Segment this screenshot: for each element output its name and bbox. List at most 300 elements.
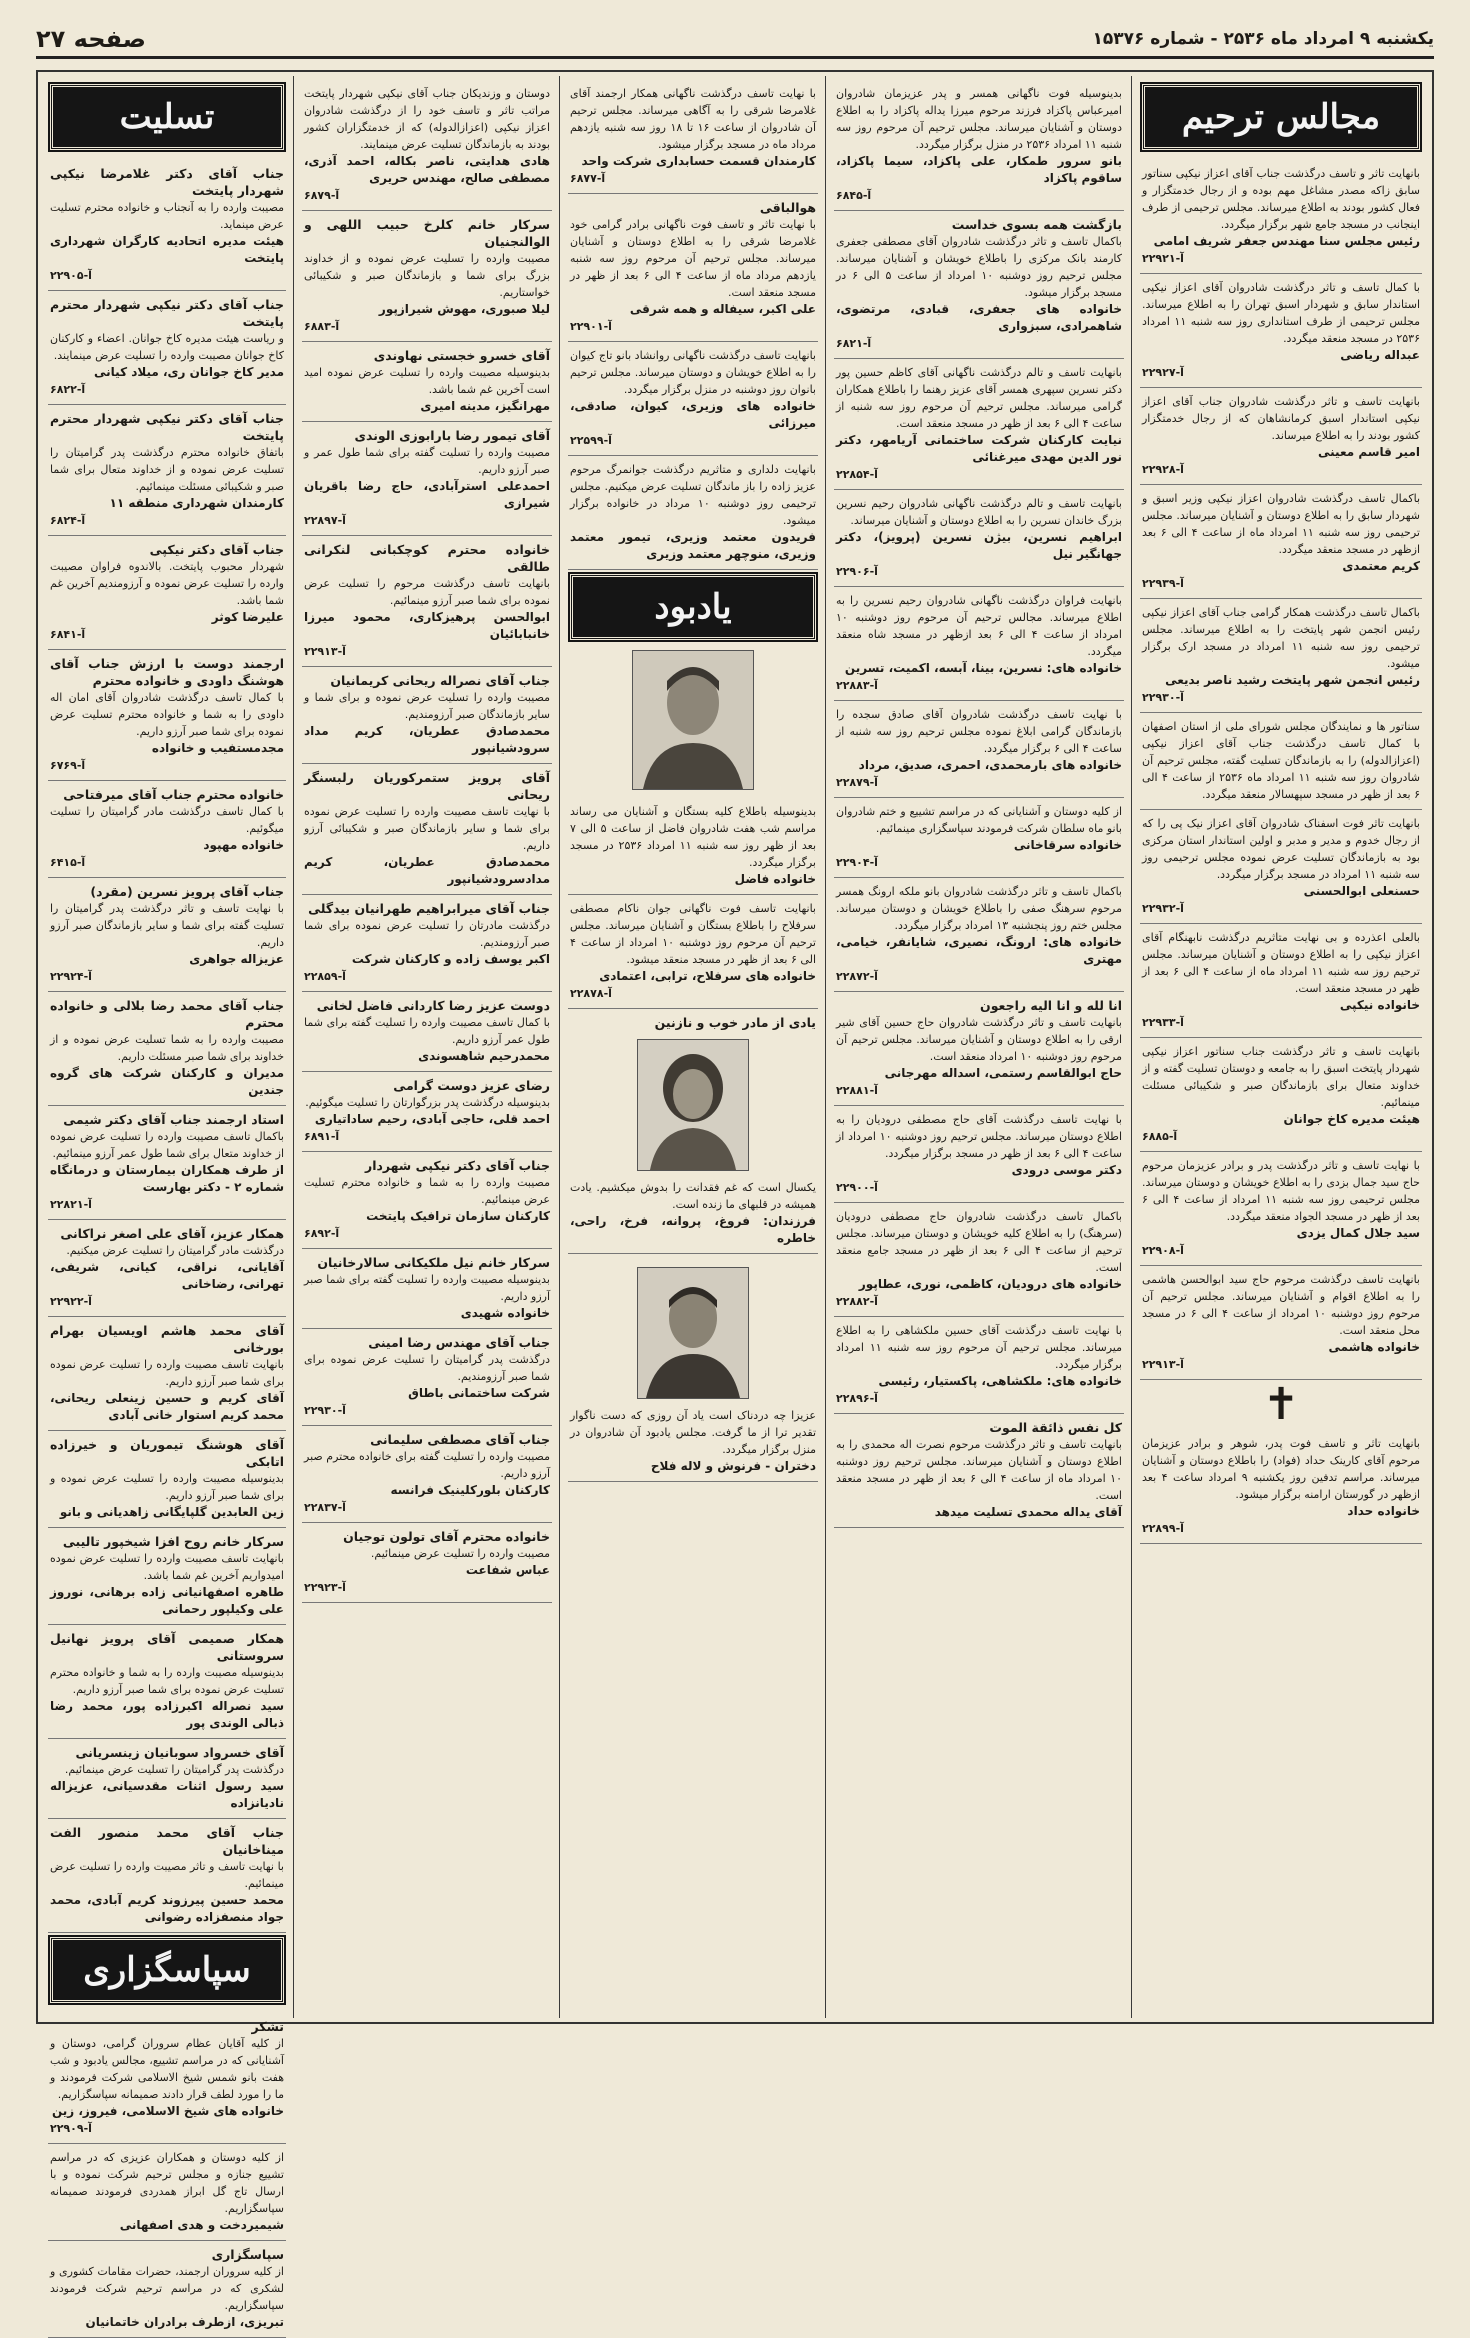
notice-signature: علی اکبر، سیفاله و همه شرقی [629, 302, 816, 316]
notice [48, 878, 286, 992]
notice [1140, 1152, 1422, 1266]
notice-signature: محمدصادق عطریان، کریم مدادسرودشیانپور [304, 855, 550, 886]
column-notices-2 [834, 80, 1124, 2014]
notice-body: باکمال تاسف درگذشت همکار گرامی جناب آقای اعزاز نیکپی رئیس انجمن شهر پایتخت را به اطلاع میرساند. مجلس ترحیمی روز سه شنبه ۱۱ امرداد در مسجد ارک برگزار میشود. [1142, 606, 1420, 670]
notice-signature: خانواده های سرفلاح، ترابی، اعتمادی [599, 969, 816, 983]
notice-signature: عبداله ریاضی [1340, 348, 1420, 362]
notice [1140, 1038, 1422, 1152]
notice [302, 422, 552, 536]
notice-body: با نهایت تاسف درگذشت ناگهانی همکار ارجمند آقای غلامرضا شرقی را به آگاهی میرساند. مجلس ترحیم آن شادروان از ساعت ۱۶ تا ۱۸ روز سه شنبه یازدهم مرداد ماه در مسجد برگزار میشود. [570, 87, 816, 151]
notice-code: آ-۲۲۹۲۸ [1142, 463, 1184, 476]
notice [48, 1625, 286, 1739]
notice-body: مصیبت وارده را تسلیت عرض نموده و از خداوند بزرگ برای شما و بازماندگان صبر و شکیبائی خواستاریم. [304, 252, 550, 299]
notice-code: آ-۶۸۴۵ [836, 189, 872, 202]
page-number: صفحه ۲۷ [36, 25, 146, 53]
notice-body: باکمال تاسف مصیبت وارده را تسلیت عرض نموده از خداوند متعال برای شما طول عمر آرزو مینمائیم. [50, 1130, 284, 1160]
notice-title: خانواده محترم آقای تولون توجیان [343, 1529, 550, 1544]
notice-body: مصیبت وارده را تسلیت گفته برای شما طول عمر و صبر آرزو داریم. [304, 446, 550, 476]
notice-body: با نهایت تاسف و تاثر درگذشت پدر گرامیتان را تسلیت گفته برای شما و سایر بازماندگان صبر آرزو داریم. [50, 902, 284, 949]
notice-signature: حاج ابوالقاسم رستمی، اسداله مهرجانی [884, 1066, 1122, 1080]
notice-title: جناب آقای محمد رضا بلالی و خانواده محترم [50, 998, 284, 1030]
notice [302, 342, 552, 422]
notice-body: بانهایت تاسف مصیبت وارده را تسلیت عرض نموده برای شما صبر آرزو داریم. [50, 1358, 284, 1388]
notice-body: باکمال تاسف درگذشت شادروان اعزاز نیکپی وزیر اسبق و شهردار سابق را به اطلاع دوستان و آشنایان میرساند. مجلس ترحیمی روز سه شنبه ۱۱ امرداد ماه از ساعت ۴ الی ۶ بعد ازظهر در مسجد منعقد میگردد. [1142, 492, 1420, 556]
notice-code: آ-۶۸۹۲ [304, 1227, 340, 1240]
notice [834, 1203, 1124, 1317]
notice-code: آ-۲۲۸۲۱ [50, 1198, 92, 1211]
notice-code: آ-۲۲۸۷۹ [836, 776, 878, 789]
memorial-notice [568, 1254, 818, 1482]
notice [48, 650, 286, 781]
notice-signature: طاهره اصفهانیانی زاده برهانی، نوروز علی وکیلپور رحمانی [50, 1585, 284, 1616]
notice-title: آقای تیمور رضا بارابوزی الوندی [354, 428, 550, 443]
notice-title: سرکار خانم نیل ملکیکانی سالارخانیان [317, 1255, 550, 1270]
notice-code: آ-۲۲۹۰۵ [50, 269, 92, 282]
notice-code: آ-۲۲۹۳۰ [1142, 691, 1184, 704]
notice [302, 211, 552, 342]
notice [1140, 599, 1422, 713]
notice-code: آ-۲۲۸۵۴ [836, 468, 878, 481]
notice-title: سرکار خانم روح افزا شیخپور تالیبی [62, 1534, 284, 1549]
notice-body: باکمال تاسف درگذشت شادروان حاج مصطفی درودیان (سرهنگ) را به اطلاع کلیه خویشان و دوستان میرساند. مجلس ترحیم از ساعت ۴ الی ۶ بعد از ظهر در مسجد جامع منعقد است. [836, 1210, 1122, 1274]
notice-body: از کلیه دوستان و آشنایانی که در مراسم تشییع و ختم شادروان بانو ماه سلطان شرکت فرمودند سپاسگزاری مینمائیم. [836, 805, 1122, 835]
notice-signature: رئیس مجلس سنا مهندس جعفر شریف امامی [1153, 234, 1420, 248]
notice-code: آ-۲۲۹۲۲ [50, 1295, 92, 1308]
notice-signature: عباس شفاعت [465, 1563, 550, 1577]
notice-body: بانهایت تاسف و تاثر درگذشت شادروان جناب آقای اعزاز نیکپی استاندار اسبق کرمانشاهان که از رجال خدمتگزار کشور بودند را به اطلاع میرساند. [1142, 395, 1420, 442]
notice-title: آقای هوشنگ تیموریان و خیرزاده اتابکی [50, 1437, 284, 1469]
notice-signature: فرزندان: فروغ، پروانه، فرخ، راحی، خاطره [570, 1214, 816, 1245]
notice-title: آقای پرویز ستمرکوریان رلبسنگر ریحانی [304, 770, 550, 802]
notice-list [834, 80, 1124, 1528]
notice-body: بانهایت تاسف درگذشت مرحوم حاج سید ابوالحسن هاشمی را به اطلاع اقوام و آشنایان میرساند. مجلس ترحیم آن مرحوم روز دوشنبه ۱۰ امرداد از ساعت ۴ الی ۶ در مسجد محل منعقد است. [1142, 1273, 1420, 1337]
notice [1140, 160, 1422, 274]
notice-code: آ-۶۷۶۹ [50, 759, 86, 772]
notice [48, 2144, 286, 2241]
section-banner-condolences: تسلیت [50, 84, 284, 150]
notice-signature: آقای کریم و حسین زینعلی ریحانی، محمد کریم استوار خانی آبادی [50, 1391, 284, 1422]
column-divider [1131, 76, 1132, 2018]
notice-body: درگذشت پدر گرامیتان را تسلیت عرض نموده برای شما صبر آرزومندیم. [304, 1353, 550, 1383]
notice-code: آ-۲۲۹۱۳ [304, 645, 346, 658]
notice-title: جناب آقای دکتر نیکپی شهردار [365, 1158, 550, 1173]
notice-signature: نیایت کارکنان شرکت ساختمانی آریامهر، دکتر نور الدین مهدی میرغنائی [836, 433, 1122, 464]
notice-body: مصیبت وارده را به شما و خانواده محترم تسلیت عرض مینمائیم. [304, 1176, 550, 1206]
notice [48, 536, 286, 650]
portrait-photo [637, 1267, 749, 1399]
notice-signature: مدیر کاخ جوانان ری، میلاد کیانی [94, 365, 284, 379]
notice-list [302, 80, 552, 1603]
notice-signature: خانواده هاشمی [1328, 1340, 1420, 1354]
notice-body: مصیبت وارده را به شما تسلیت عرض نموده و از خداوند برای شما صبر مسئلت داریم. [50, 1033, 284, 1063]
notice-list [1140, 160, 1422, 1380]
column-divider [825, 76, 826, 2018]
notice-code: آ-۶۸۲۲ [50, 383, 86, 396]
notice-code: آ-۲۲۹۰۹ [50, 2122, 92, 2135]
notice [1140, 713, 1422, 810]
notice-code: آ-۶۸۲۱ [836, 337, 872, 350]
notice [302, 80, 552, 211]
notice-code: آ-۲۲۸۹۹ [1142, 1522, 1184, 1535]
column-memorial-services [1140, 80, 1422, 2014]
notice [48, 1431, 286, 1528]
notice [48, 160, 286, 291]
notice [1140, 274, 1422, 388]
notice-signature: خانواده نیکپی [1339, 998, 1420, 1012]
notice [1140, 1266, 1422, 1380]
column-divider [293, 76, 294, 2018]
issue-date-line: یکشنبه ۹ امرداد ماه ۲۵۳۶ - شماره ۱۵۳۷۶ [1092, 29, 1434, 49]
notice-code: آ-۶۴۱۵ [50, 856, 86, 869]
notice-list [48, 160, 286, 1933]
notice [302, 1249, 552, 1329]
notice-signature: تبریزی، ازطرف برادران خاتمانیان [85, 2315, 284, 2329]
notice-signature: کارمندان شهرداری منطقه ۱۱ [109, 496, 284, 510]
notice-signature: خانواده فاضل [734, 872, 816, 886]
notice-signature: آقایانی، نراقی، کیانی، شریفی، تهرانی، رضاخانی [50, 1260, 284, 1291]
notice-body: با نهایت تاثر و تاسف فوت ناگهانی برادر گرامی خود غلامرضا شرقی را به اطلاع دوستان و آشنایان میرساند. مجلس ترحیم آن مرحوم روز سه شنبه یازدهم مرداد ماه از ساعت ۴ الی ۶ بعد از ظهر در مسجد منعقد است. [570, 218, 816, 299]
notice-title: جناب آقای دکتر نیکپی شهردار محترم پایتخت [50, 297, 284, 329]
column-notices-4 [302, 80, 552, 2014]
notice-signature: رئیس انجمن شهر پایتخت رشید ناصر بدیعی [1165, 673, 1420, 687]
notice [48, 1220, 286, 1317]
section-banner-memorial-services: مجالس ترحیم [1142, 84, 1420, 150]
notice-signature: ابراهیم نسرین، بیژن نسرین (پرویز)، دکتر جهانگیر نیل [836, 530, 1122, 561]
notice-signature: عزیزاله جواهری [189, 952, 284, 966]
notice-code: آ-۲۲۹۰۱ [570, 320, 612, 333]
notice-code: آ-۶۸۷۹ [304, 189, 340, 202]
notice-body: با کمال تاسف و تاثر درگذشت شادروان آقای اعزاز نیکپی استاندار سابق و شهردار اسبق تهران را به اطلاع میرساند. مجلس ترحیمی از طرف استانداری روز سه شنبه ۱۱ امرداد ۲۵۳۶ در مسجد منعقد میگردد. [1142, 281, 1420, 345]
notice [834, 359, 1124, 490]
notice-body: عزیزا چه دردناک است یاد آن روزی که دست ناگوار تقدیر ترا از ما گرفت. مجلس یادبود آن شادروان در منزل برگزار میگردد. [570, 1409, 816, 1456]
notice [568, 194, 818, 342]
notice-body: بانهایت تاسف و تاثر درگذشت شادروان حاج حسین آقای شیر ارقی را به اطلاع دوستان و آشنایان میرساند. مجلس ترحیم آن مرحوم روز دوشنبه ۱۰ امرداد منعقد است. [836, 1016, 1122, 1063]
notice [834, 587, 1124, 701]
notice-signature: فریدون معتمد وزیری، تیمور معتمد وزیری، منوچهر معتمد وزیری [570, 530, 816, 561]
notice [48, 1819, 286, 1933]
notice-signature: خانواده های جعفری، قبادی، مرتضوی، شاهمرادی، سبزواری [836, 302, 1122, 333]
notice-code: آ-۲۲۹۰۶ [836, 565, 878, 578]
notice-body: سناتور ها و نمایندگان مجلس شورای ملی از استان اصفهان با کمال تاسف درگذشت جناب آقای اعزاز نیکپی (اعزازالدوله) را به بازماندگان تسلیت گفته، مجلس ترحیم آن شادروان روز سه شنبه ۱۱ امرداد ماه ۲۵۳۶ از ساعت ۴ الی ۶ بعد از ظهر در مسجد سپهسالار منعقد میگردد. [1142, 720, 1421, 801]
notice-signature: ابوالحسن پرهیزکاری، محمود میرزا خانبابائیان [304, 610, 550, 641]
notice-body: بانهایت تاثر و تاسف فوت پدر، شوهر و برادر عزیزمان مرحوم آقای کارینک حداد (فواد) را باطلاع دوستان و آشنایان میرساند. مراسم تدفین روز یکشنبه ۹ امرداد ساعت ۴ بعد ازظهر در گورستان ارامنه برگزار میشود. [1142, 1437, 1421, 1501]
notice-signature: محمدرحیم شاهسوندی [418, 1049, 550, 1063]
notice-title: آقای محمد هاشم اویسیان بهرام بورخانی [50, 1323, 284, 1355]
section-banner-thanks: سپاسگزاری [50, 1937, 284, 2003]
notice-code: آ-۲۲۹۰۴ [836, 856, 878, 869]
notice [834, 992, 1124, 1106]
notice-body: یکسال است که غم فقدانت را بدوش میکشیم. یادت همیشه در قلبهای ما زنده است. [570, 1181, 816, 1211]
notice [834, 701, 1124, 798]
notice-code: آ-۶۸۹۱ [304, 1130, 340, 1143]
cross-icon: ✝ [1262, 1379, 1300, 1430]
notice-signature: از طرف همکاران بیمارستان و درمانگاه شماره ۲ - دکتر بهارست [50, 1163, 284, 1194]
column-condolences [48, 80, 286, 2329]
notice-code: آ-۲۲۹۳۹ [1142, 577, 1184, 590]
notice-body: بدینوسیله فوت ناگهانی همسر و پدر عزیزمان شادروان امیرعباس پاکزاد فرزند مرحوم میرزا یداله پاکزاد را به اطلاع دوستان و آشنایان میرساند. مجلس ترحیم آن مرحوم روز سه شنبه ۱۱ امرداد ۲۵۳۶ در منزل برگزار میگردد. [836, 87, 1122, 151]
notice-title: دوست عزیز رضا کاردانی فاضل لخانی [316, 998, 550, 1013]
notice [1140, 1430, 1422, 1544]
notice-body: با کمال تاسف درگذشت شادروان آقای امان اله داودی را به شما و خانواده محترم تسلیت عرض نموده برای شما صبر آرزو داریم. [50, 691, 284, 738]
notice [302, 1152, 552, 1249]
notice [302, 1329, 552, 1426]
notice-signature: خانواده های شیخ الاسلامی، فیروز، زین [51, 2104, 284, 2118]
notice-list [48, 2013, 286, 2338]
notice [302, 764, 552, 895]
portrait-man-icon [638, 1268, 748, 1398]
notice-title: کل نفس ذائقة الموت [989, 1420, 1122, 1435]
notice-body: بدینوسیله مصیبت وارده را تسلیت عرض نموده امید است آخرین غم شما باشد. [304, 366, 550, 396]
notice-body: از کلیه دوستان و همکاران عزیزی که در مراسم تشییع جنازه و مجلس ترحیم شرکت نموده و با ارسال تاج گل ابراز همدردی فرمودند صمیمانه سپاسگزاریم. [50, 2151, 284, 2215]
notice-signature: خانواده حداد [1347, 1504, 1420, 1518]
notice-body: بانهایت تاسف و تاثر درگذشت مرحوم نصرت اله محمدی را به اطلاع دوستان و آشنایان میرساند. مجلس ترحیم روز دوشنبه ۱۰ امرداد ماه از ساعت ۴ الی ۶ بعد از ظهر در مسجد منعقد است. [836, 1438, 1122, 1502]
notice [834, 878, 1124, 992]
notice-body: بدینوسیله درگذشت پدر بزرگوارتان را تسلیت میگوئیم. [305, 1096, 550, 1109]
notice-signature: کارمندان قسمت حسابداری شرکت واحد [581, 154, 816, 168]
notice-body: بدینوسیله مصیبت وارده را تسلیت گفته برای شما صبر آرزو داریم. [304, 1273, 550, 1303]
notice-title: جناب آقای پرویز نسرین (مقرد) [90, 884, 284, 899]
portrait-man-icon [633, 651, 753, 789]
notice [302, 536, 552, 667]
notice-body: بانهایت تاثر و تاسف درگذشت جناب آقای اعزاز نیکپی سناتور سابق زاکه مصدر مشاغل مهم بوده و از رجال خدمتگزار و فعال کشور بودند به اطلاع میرساند. مجلس ترحیمی از طرف اینجانب در مسجد جامع شهر برگزار میگردد. [1142, 167, 1420, 231]
notice [302, 895, 552, 992]
notice-body: از کلیه آقایان عظام سروران گرامی، دوستان و آشنایانی که در مراسم تشییع، مجالس یادبود و شب هفت بانو شمس شیخ الاسلامی شرکت فرمودند و ما را مورد لطف قرار دادند صمیمانه سپاسگزاریم. [50, 2037, 284, 2101]
notice-code: آ-۲۲۸۸۱ [836, 1084, 878, 1097]
notice-body: بانهایت تاسف و تالم درگذشت ناگهانی شادروان رحیم نسرین بزرگ خاندان نسرین را به اطلاع دوستان و آشنایان میرساند. [836, 497, 1122, 527]
notice-signature: دختران - فرنوش و لاله فلاح [650, 1459, 816, 1473]
notice-body: بانهایت تاثر فوت اسفناک شادروان آقای اعزاز نیک پی را که از رجال خدوم و مدیر و مدبر و اولین استاندار استان مرکزی بود به بازماندگان تسلیت عرض نموده مجلس ترحیمی روز سه شنبه ۱۱ امرداد در مسجد برگزار میگردد. [1142, 817, 1420, 881]
notice-body: با کمال تاسف درگذشت مادر گرامیتان را تسلیت میگوئیم. [50, 805, 284, 835]
notice [302, 1523, 552, 1603]
notice-signature: کارکنان بلورکلینیک فرانسه [390, 1483, 550, 1497]
notice [568, 456, 818, 570]
notice-signature: آقای یداله محمدی تسلیت میدهد [934, 1505, 1122, 1519]
notice-body: باتفاق خانواده محترم درگذشت پدر گرامیتان را تسلیت عرض نموده و از خداوند متعال برای شما صبر و شکیبائی مسئلت مینمائیم. [50, 446, 284, 493]
notice-code: آ-۶۸۲۴ [50, 514, 86, 527]
notice-title: جناب آقای میرابراهیم طهرانیان بیدگلی [308, 901, 550, 916]
notice-code: آ-۶۸۴۱ [50, 628, 86, 641]
notice-title: جناب آقای دکتر نیکپی شهردار محترم پایتخت [50, 411, 284, 443]
notice-signature: اکبر یوسف زاده و کارکنان شرکت [351, 952, 550, 966]
notice-signature: خانواده های بارمحمدی، احمری، صدیق، مرداد [858, 758, 1122, 772]
notice [48, 1739, 286, 1819]
notice-body: باکمال تاسف و تاثر درگذشت شادروان آقای مصطفی جعفری کارمند بانک مرکزی را باطلاع خویشان و آشنایان میرساند. مجلس ترحیم روز دوشنبه ۱۰ امرداد از ساعت ۵ الی ۶ در مسجد برگزار میشود. [836, 235, 1122, 299]
notice [48, 1106, 286, 1220]
notice-signature: خانواده های: ارونگ، نصیری، شایانفر، خیامی، مهتری [836, 935, 1122, 966]
notice-title: تشکر [251, 2019, 284, 2034]
notice-signature: خانواده شهیدی [460, 1306, 550, 1320]
notice-signature: محمد حسین پیرزوند کریم آبادی، محمد جواد منصفزاده رضوانی [50, 1893, 284, 1924]
notice [568, 80, 818, 194]
notice-title: هوالباقی [759, 200, 816, 215]
notice-body: بانهایت تاسف درگذشت ناگهانی روانشاد بانو تاج کیوان را به اطلاع خویشان و دوستان میرساند. مجلس ترحیم بانوان روز دوشنبه در منزل برگزار میگردد. [570, 349, 816, 396]
notice-list [568, 798, 818, 1009]
notice-title: یادی از مادر خوب و نازنین [654, 1015, 816, 1030]
notice [834, 1106, 1124, 1203]
notice-body: با نهایت تاسف و تاثر مصیبت وارده را تسلیت عرض مینمائیم. [50, 1860, 284, 1890]
notice-title: ارجمند دوست با ارزش جناب آقای هوشنگ داودی و خانواده محترم [50, 656, 284, 688]
notice-signature: محمدصادق عطریان، کریم مداد سرودشیانپور [304, 724, 550, 755]
notice [48, 781, 286, 878]
notice [48, 405, 286, 536]
notice [48, 291, 286, 405]
notice-title: آقای خسرواد سوبانیان زینسریانی [75, 1745, 284, 1760]
notice-body: با نهایت تاسف درگذشت آقای حسین ملکشاهی را به اطلاع میرساند. مجلس ترحیم آن مرحوم روز سه شنبه ۱۱ امرداد برگزار میگردد. [836, 1324, 1122, 1371]
notice [834, 80, 1124, 211]
notice-code: آ-۲۲۹۲۱ [1142, 252, 1184, 265]
notice [568, 895, 818, 1009]
notice-code: آ-۲۲۵۹۹ [570, 434, 612, 447]
notice-body: مصیبت وارده را تسلیت گفته برای خانواده محترم صبر آرزو داریم. [304, 1450, 550, 1480]
notice-code: آ-۲۲۸۳۷ [304, 1501, 346, 1514]
notice-title: آقای خسرو خجستی نهاوندی [373, 348, 550, 363]
notice-code: آ-۲۲۸۹۷ [304, 514, 346, 527]
notice-code: آ-۲۲۸۸۲ [836, 1295, 878, 1308]
notice-signature: هیئت مدیره کاخ جوانان [1283, 1112, 1420, 1126]
notice-body: باکمال تاسف و تاثر درگذشت شادروان بانو ملکه ارونگ همسر مرحوم سرهنگ صفی را باطلاع خویشان و دوستان میرساند. مجلس ختم روز پنجشنبه ۱۳ امرداد برگزار میگردد. [836, 885, 1122, 932]
notice-title: همکار عزیز، آقای علی اصغر نراکانی [60, 1226, 284, 1241]
notice [48, 2013, 286, 2144]
notice-signature: خانواده مهپود [203, 838, 284, 852]
notice-code: آ-۲۲۹۲۴ [50, 970, 92, 983]
notice-body: بانهایت فراوان درگذشت ناگهانی شادروان رحیم نسرین را به اطلاع میرساند. مجالس ترحیم آن مرحوم روز دوشنبه ۱۰ امرداد از ساعت ۴ الی ۶ بعد ازظهر در مسجد شاه منعقد میگردد. [836, 594, 1122, 658]
notice-body: بانهایت تاسف و تاثر درگذشت جناب سناتور اعزاز نیکپی شهردار پایتخت اسبق را به جامعه و دوستان تسلیت گفته و از خداوند متعال برای بازماندگان صبر و شکیبائی مسئلت مینمائیم. [1142, 1045, 1420, 1109]
notice [48, 2241, 286, 2338]
notice-signature: مهرانگیز، مدینه امیری [420, 399, 550, 413]
notice-code: آ-۲۲۹۳۳ [1142, 1016, 1184, 1029]
notice-body: شهردار محبوب پایتخت. بالاندوه فراوان مصیبت وارده را تسلیت عرض نموده و آرزومندیم آخرین غم شما باشد. [50, 560, 284, 607]
notice-title: انا لله و انا الیه راجعون [980, 998, 1122, 1013]
notice-signature: مجدمستفیب و خانواده [151, 741, 284, 755]
notice-title: سرکار خانم کلرخ حبیب اللهی و الوالنجنیان [304, 217, 550, 249]
notice-signature: کارکنان سازمان ترافیک پایتخت [366, 1209, 550, 1223]
notice-signature: بانو سرور طمکار، علی پاکزاد، سیما پاکزاد، ساقوم پاکزاد [836, 154, 1122, 185]
notice [48, 1528, 286, 1625]
notice-signature: شرکت ساختمانی باطاق [408, 1386, 550, 1400]
notice-signature: شیمیردخت و هدی اصفهانی [119, 2218, 284, 2232]
notice-title: بازگشت همه بسوی خداست [951, 217, 1122, 232]
notice-code: آ-۲۲۸۷۸ [570, 987, 612, 1000]
notice-signature: خانواده های: نسرین، بینا، آبسه، اکمیت، تسرین [844, 661, 1122, 675]
notice [568, 798, 818, 895]
notice-title: جناب آقای دکتر غلامرضا نیکپی شهردار پایتخت [50, 166, 284, 198]
notice-signature: زین العابدین گلپایگانی زاهدیانی و بانو [59, 1505, 284, 1519]
notice-code: آ-۲۲۹۳۲ [1142, 902, 1184, 915]
notice-signature: سید نصراله اکبرزاده پور، محمد رضا ذبالی الوندی پور [50, 1699, 284, 1730]
notice [302, 992, 552, 1072]
notice-title: جناب آقای محمد منصور الفت میناخانیان [50, 1825, 284, 1857]
notice-signature: خانواده های درودیان، کاظمی، نوری، عطاپور [858, 1277, 1122, 1291]
section-banner-remembrance: یادبود [570, 574, 816, 640]
notice-code: آ-۲۲۹۱۳ [1142, 1358, 1184, 1371]
notice-title: جناب آقای مهندس رضا امینی [368, 1335, 550, 1350]
memorial-notice [568, 1009, 818, 1254]
notice [834, 798, 1124, 878]
notice-title: جناب آقای دکتر نیکپی [149, 542, 284, 557]
page-header [36, 22, 1434, 59]
notice-signature: مدیران و کارکنان شرکت های گروه جندین [50, 1066, 284, 1097]
notice-signature: علیرضا کوثر [211, 610, 284, 624]
notice-body: بانهایت دلداری و متاثریم درگذشت جوانمرگ مرحوم عزیز زاده را باز ماندگان تسلیت عرض میکنیم. مجلس ترحیمی روز دوشنبه ۱۰ مرداد در خانواده برگزار میشود. [570, 463, 816, 527]
notice-title: خانواده محترم جناب آقای میرفتاحی [63, 787, 284, 802]
portrait-woman-icon [638, 1040, 748, 1170]
notice-code: آ-۲۲۸۷۲ [836, 970, 878, 983]
notice-body: با کمال تاسف مصیبت وارده را تسلیت گفته برای شما طول عمر آرزو داریم. [304, 1016, 550, 1046]
notice-body: درگذشت مادر گرامیتان را تسلیت عرض میکنیم. [66, 1244, 284, 1257]
notice [834, 1317, 1124, 1414]
notice-body: از کلیه سروران ارجمند، حضرات مقامات کشوری و لشکری که در مراسم ترحیم شرکت فرمودند سپاسگزاریم. [50, 2265, 284, 2312]
notice-signature: سید رسول اثنات مقدسیانی، عزیزاله نادیانزاده [50, 1779, 284, 1810]
notice-signature: خانواده سرقاخانی [1013, 838, 1122, 852]
notice-code: آ-۲۲۹۰۸ [1142, 1244, 1184, 1257]
notice-code: آ-۲۲۸۹۶ [836, 1392, 878, 1405]
notice-body: با نهایت تاسف درگذشت شادروان آقای صادق سجده را بازماندگان گرامی ابلاغ نموده مجلس ترحیم روز سه شنبه از ساعت ۴ الی ۶ برگزار میگردد. [836, 708, 1122, 755]
notice [834, 211, 1124, 359]
notice-signature: خانواده های: ملکشاهی، پاکستیار، رئیسی [878, 1374, 1122, 1388]
notice-body: درگذشت مادرتان را تسلیت عرض نموده برای شما صبر آرزومندیم. [304, 919, 550, 949]
notice-body: بانهایت تاسف و تالم درگذشت ناگهانی آقای کاظم حسین پور دکتر نسرین سپهری همسر آقای عزیز رهنما را باطلاع همکاران گرامی میرساند. مجلس ترحیم آن مرحوم روز سه شنبه از ساعت ۴ الی ۶ بعد از ظهر در مسجد منعقد است. [836, 366, 1122, 430]
notice [1140, 924, 1422, 1038]
notice-code: آ-۶۸۸۵ [1142, 1130, 1178, 1143]
notice-code: آ-۶۸۷۷ [570, 172, 606, 185]
notice-signature: سید جلال کمال یزدی [1296, 1226, 1420, 1240]
notice [834, 490, 1124, 587]
notice-title: سپاسگزاری [211, 2247, 284, 2262]
notice-signature: کریم معتمدی [1342, 559, 1420, 573]
notice-code: آ-۶۸۸۳ [304, 320, 340, 333]
notice-body: دوستان و وزندیکان جناب آقای نیکپی شهردار پایتخت مراتب تاثر و تاسف خود را از درگذشت شادروان اعزاز نیکپی (اعزازالدوله) که از خدمتگزاران کشور بودند به بازماندگان تسلیت عرض مینمایند. [304, 87, 550, 151]
notice-body: با نهایت تاسف و تاثر درگذشت پدر و برادر عزیزمان مرحوم حاج سید جمال بزدی را به اطلاع خویشان و دوستان میرساند. مجلس ترحیمی روز سه شنبه ۱۱ امرداد از ساعت ۴ الی ۶ بعد از ظهر در مسجد الجواد منعقد میگردد. [1142, 1159, 1420, 1223]
notice [568, 342, 818, 456]
notice-body: با نهایت تاسف درگذشت آقای حاج مصطفی درودیان را به اطلاع دوستان میرساند. مجلس ترحیم روز دوشنبه ۱۰ امرداد از ساعت ۴ الی ۶ بعد از ظهر در مسجد برگزار میگردد. [836, 1113, 1122, 1160]
notice-body: مصیبت وارده را تسلیت عرض نموده و برای شما و سایر بازماندگان صبر آرزومندیم. [304, 691, 550, 721]
notice-title: خانواده محترم کوچکبانی لنکرانی طالقی [304, 542, 550, 574]
notice-body: با نهایت تاسف مصیبت وارده را تسلیت عرض نموده برای شما و سایر بازماندگان صبر و شکیبائی آرزو داریم. [304, 805, 550, 852]
notice-signature: هادی هدایتی، ناصر بکاله، احمد آذری، مصطفی صالح، مهندس حریری [304, 154, 550, 185]
portrait-photo [632, 650, 754, 790]
notice-body: بالعلی اعذرده و بی نهایت متاثریم درگذشت نابهنگام آقای اعزاز نیکپی را به اطلاع دوستان و آشنایان میرساند. مجلس ترحیم روز سه شنبه ۱۱ امرداد ماه از ساعت ۴ الی ۶ بعد از ظهر در مسجد منعقد است. [1142, 931, 1420, 995]
notice [302, 1072, 552, 1152]
notice-signature: لیلا صبوری، مهوش شیرازپور [378, 302, 550, 316]
column-notices-3 [568, 80, 818, 2014]
notice [1140, 388, 1422, 485]
notice-body: بانهایت تاسف فوت ناگهانی جوان ناکام مصطفی سرفلاح را باطلاع بستگان و آشنایان میرساند. مجلس ترحیم آن مرحوم روز دوشنبه ۱۰ امرداد از ساعت ۴ الی ۶ بعد از ظهر در مسجد منعقد میشود. [570, 902, 816, 966]
notice-code: آ-۲۲۹۰۰ [836, 1181, 878, 1194]
notice-title: جناب آقای نصراله ریحانی کریمانیان [330, 673, 550, 688]
portrait-photo [637, 1039, 749, 1171]
notice-signature: هیئت مدیره اتحادیه کارگران شهرداری پایتخت [50, 234, 284, 265]
notice-code: آ-۲۲۹۲۳ [304, 1581, 346, 1594]
notice-signature: احمد قلی، حاجی آبادی، رحیم ساداتیاری [314, 1112, 550, 1126]
notice-title: استاد ارجمند جناب آقای دکتر شیمی [63, 1112, 284, 1127]
notice-body: بانهایت تاسف درگذشت مرحوم را تسلیت عرض نموده برای شما صبر آرزو مینمائیم. [304, 577, 550, 607]
notice-signature: خانواده های وزیری، کیوان، صادقی، میرزائی [570, 399, 816, 430]
notice-body: بانهایت تاسف مصیبت وارده را تسلیت عرض نموده امیدواریم آخرین غم شما باشد. [50, 1552, 284, 1582]
notice-body: بدینوسیله مصیبت وارده را به شما و خانواده محترم تسلیت عرض نموده برای شما صبر آرزو داریم. [50, 1666, 284, 1696]
notice-signature: دکتر موسی درودی [1011, 1163, 1122, 1177]
notice-body: درگذشت پدر گرامیتان را تسلیت عرض مینمائیم. [64, 1763, 284, 1776]
notice-title: رضای عزیز دوست گرامی [393, 1078, 550, 1093]
notice [834, 1414, 1124, 1528]
notice [1140, 810, 1422, 924]
notice-signature: حسنعلی ابوالحسنی [1303, 884, 1420, 898]
notice-body: مصیبت وارده را به آنجناب و خانواده محترم تسلیت عرض مینماید. [50, 201, 284, 231]
notice-code: آ-۲۲۸۵۹ [304, 970, 346, 983]
notice-code: آ-۲۲۹۳۰ [304, 1404, 346, 1417]
notice-list [568, 80, 818, 570]
notice-title: جناب آقای مصطفی سلیمانی [370, 1432, 550, 1447]
notice-signature: امیر قاسم معینی [1318, 445, 1420, 459]
